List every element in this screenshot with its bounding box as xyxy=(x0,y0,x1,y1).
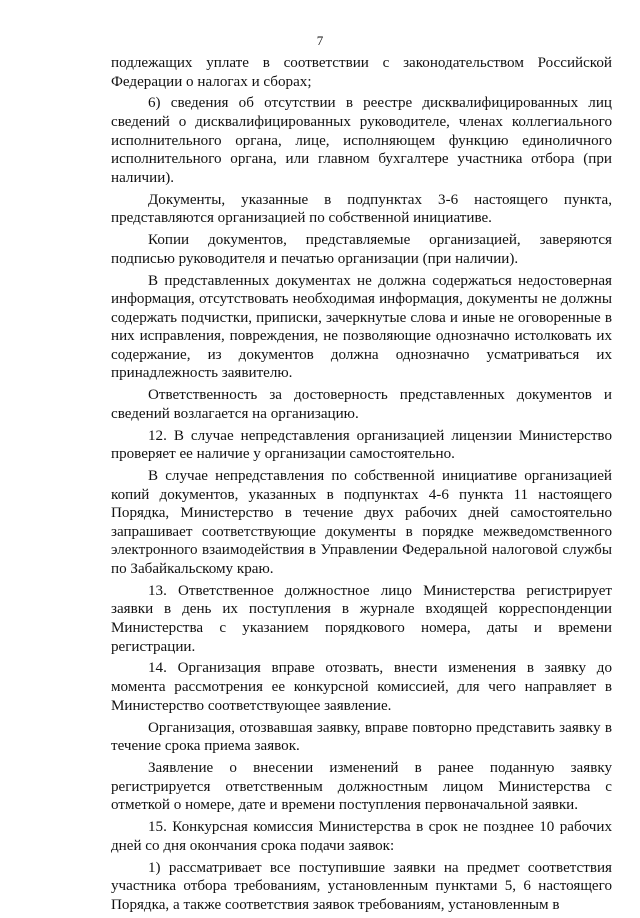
paragraph-clause-15-item-1: 1) рассматривает все поступившие заявки на предмет соответствия участника отбора требованиям, установленным пунктами 5, 6 настоящего Порядка, а также соответствия заявок требованиям, установленным в xyxy=(111,859,612,913)
paragraph-clause-14: 14. Организация вправе отозвать, внести изменения в заявку до момента рассмотрения ее конкурсной комиссией, для чего направляет в Министерство соответствующее заявление. xyxy=(111,660,612,714)
paragraph-continuation: подлежащих уплате в соответствии с законодательством Российской Федерации о налогах и сборах; xyxy=(111,55,612,90)
paragraph-responsibility: Ответственность за достоверность представленных документов и сведений возлагается на организацию. xyxy=(111,387,612,422)
paragraph-clause-13: 13. Ответственное должностное лицо Министерства регистрирует заявки в день их поступления в журнале входящей корреспонденции Министерства с указанием порядкового номера, даты и времени регистрации. xyxy=(111,582,612,655)
paragraph-changes: Заявление о внесении изменений в ранее поданную заявку регистрируется ответственным должностным лицом Министерства с отметкой о номере, дате и времени поступления первоначальной заявки. xyxy=(111,759,612,814)
document-body xyxy=(111,54,612,918)
paragraph-clause-12-continued: В случае непредставления по собственной инициативе организацией копий документов, указанных в подпунктах 4-6 пункта 11 настоящего Порядка, Министерство в течение двух рабочих дней самостоятельно запрашивает соответствующие документы в порядке межведомственного электронного взаимодействия в Управлении Федеральной налоговой службы по Забайкальскому краю. xyxy=(111,468,612,577)
paragraph-documents: Документы, указанные в подпунктах 3-6 настоящего пункта, представляются организацией по собственной инициативе. xyxy=(111,191,612,227)
paragraph-copies: Копии документов, представляемые организацией, заверяются подписью руководителя и печатью организации (при наличии). xyxy=(111,232,612,267)
paragraph-item-6: 6) сведения об отсутствии в реестре дисквалифицированных лиц сведений о дисквалифицированных руководителе, членах коллегиального исполнительного органа, лице, исполняющем функцию единоличного исполнительного органа, или главном бухгалтере участника отбора (при наличии). xyxy=(111,95,612,186)
paragraph-clause-15: 15. Конкурсная комиссия Министерства в срок не позднее 10 рабочих дней со дня окончания срока подачи заявок: xyxy=(111,819,612,854)
paragraph-withdrawal: Организация, отозвавшая заявку, вправе повторно представить заявку в течение срока приема заявок. xyxy=(111,719,612,755)
page-number: 7 xyxy=(316,33,324,48)
paragraph-clause-12: 12. В случае непредставления организацией лицензии Министерство проверяет ее наличие у организации самостоятельно. xyxy=(111,427,612,463)
paragraph-requirements: В представленных документах не должна содержаться недостоверная информация, отсутствовать необходимая информация, документы не должны содержать подчистки, приписки, зачеркнутые слова и иные не оговоренные в них исправления, повреждения, не позволяющие однозначно истолковать их содержание, из документов должна однозначно усматриваться их принадлежность заявителю. xyxy=(111,272,612,382)
